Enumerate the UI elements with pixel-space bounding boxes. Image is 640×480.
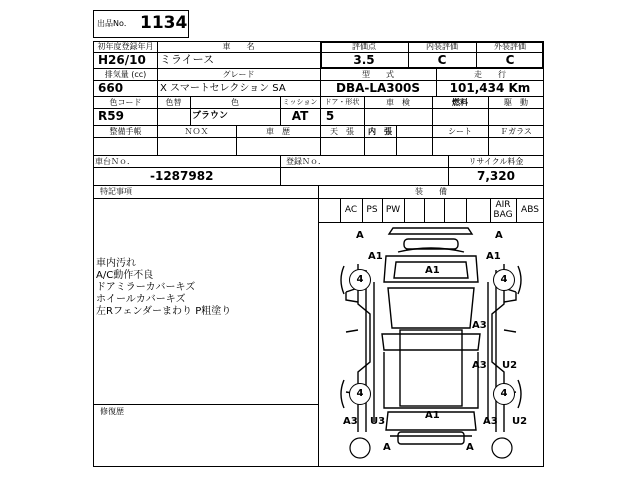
damage-rear-right-a3: A3 xyxy=(483,416,498,427)
history-label: 車 歴 xyxy=(266,127,290,136)
registration-label: 登録Ｎｏ． xyxy=(286,157,326,166)
displacement-value: 660 xyxy=(98,81,124,95)
exterior-score-label: 外装評価 xyxy=(494,42,526,51)
damage-rear-left-u3: U3 xyxy=(370,416,386,427)
equipment-row xyxy=(318,198,544,222)
damage-front-left-a: A xyxy=(356,230,364,241)
name-label: 車 名 xyxy=(222,42,255,51)
interior-score-label: 内装評価 xyxy=(426,42,458,51)
tire-rear-left: 4 xyxy=(349,383,371,405)
color-change-label: 色替 xyxy=(165,98,182,107)
grade-value: X スマートセレクション SA xyxy=(160,83,286,94)
interior-lining-label: 内 張 xyxy=(368,127,392,136)
note-line: ホイールカバーキズ xyxy=(96,294,186,305)
score-label: 評価点 xyxy=(352,42,376,51)
displacement-label: 排気量 (cc) xyxy=(104,70,147,79)
color-code-label: 色コード xyxy=(109,98,142,107)
score-value: 3.5 xyxy=(353,53,375,67)
damage-right-rear-a3: A3 xyxy=(472,360,487,371)
chassis-label: 車台Ｎｏ． xyxy=(95,157,135,166)
damage-roof-a1: A1 xyxy=(425,265,440,276)
exterior-score-value: C xyxy=(505,53,515,67)
interior-score-value: C xyxy=(437,53,447,67)
chassis-value: -1287982 xyxy=(150,169,214,183)
equipment-ps: PS xyxy=(366,205,378,215)
equipment-abs: ABS xyxy=(521,205,539,215)
front-glass-label: Ｆガラス xyxy=(500,127,532,136)
damage-right-rear-u2: U2 xyxy=(502,360,518,371)
model-label: 型 式 xyxy=(362,70,394,79)
color-code-value: R59 xyxy=(98,109,124,123)
drive-label: 駆 動 xyxy=(504,98,528,107)
lot-box xyxy=(93,10,189,38)
note-line: A/C動作不良 xyxy=(96,270,154,281)
fuel-label: 燃料 xyxy=(452,98,468,107)
manual-label: 整備手帳 xyxy=(109,127,142,136)
door-value: 5 xyxy=(325,109,335,123)
year-label: 初年度登録年月 xyxy=(97,42,154,51)
mileage-value: 101,434 Km xyxy=(449,81,531,95)
damage-front-right-a: A xyxy=(495,230,503,241)
equipment-ac: AC xyxy=(344,205,358,215)
recycle-label: リサイクル料金 xyxy=(468,157,524,166)
model-value: DBA-LA300S xyxy=(336,81,420,95)
grade-label: グレード xyxy=(222,70,255,79)
lot-label: 出品No． xyxy=(97,19,132,28)
car-diagram xyxy=(318,222,544,467)
mileage-label: 走 行 xyxy=(474,70,506,79)
tire-rear-right: 4 xyxy=(493,383,515,405)
tire-front-left: 4 xyxy=(349,269,371,291)
note-line: ドアミラーカバーキズ xyxy=(96,282,196,293)
damage-front-right-a1: A1 xyxy=(486,251,501,262)
damage-front-left-a1: A1 xyxy=(368,251,383,262)
note-line: 車内汚れ xyxy=(96,258,136,269)
tire-front-right: 4 xyxy=(493,269,515,291)
nox-label: ＮＯＸ xyxy=(184,127,209,136)
year-value: H26/10 xyxy=(98,53,146,67)
door-label: ドア・形状 xyxy=(324,98,360,106)
mission-label: ミッション xyxy=(282,98,318,106)
damage-right-mid-a3: A3 xyxy=(472,320,487,331)
mission-value: AT xyxy=(291,109,309,123)
recycle-value: 7,320 xyxy=(477,169,515,183)
damage-rear-a1: A1 xyxy=(425,410,440,421)
repair-label: 修復歴 xyxy=(100,407,124,416)
seat-label: シート xyxy=(448,127,472,136)
notes-label: 特記事項 xyxy=(100,187,132,196)
damage-rear-left-a3: A3 xyxy=(343,416,358,427)
damage-rear-right-u2: U2 xyxy=(512,416,528,427)
equipment-pw: PW xyxy=(385,205,401,215)
damage-rear-left-a: A xyxy=(383,442,391,453)
note-line: 左Rフェンダーまわり P粗塗り xyxy=(96,306,232,317)
sunroof-label: 天 張 xyxy=(330,127,354,136)
damage-rear-right-a: A xyxy=(466,442,474,453)
lot-number: 1134 xyxy=(140,13,188,33)
equipment-label: 装 備 xyxy=(415,187,447,196)
color-value: ブラウン xyxy=(192,111,229,121)
name-value: ミライース xyxy=(160,53,215,66)
color-label: 色 xyxy=(231,98,239,107)
inspection-label: 車 検 xyxy=(386,98,410,107)
equipment-airbag: AIR BAG xyxy=(493,200,513,220)
